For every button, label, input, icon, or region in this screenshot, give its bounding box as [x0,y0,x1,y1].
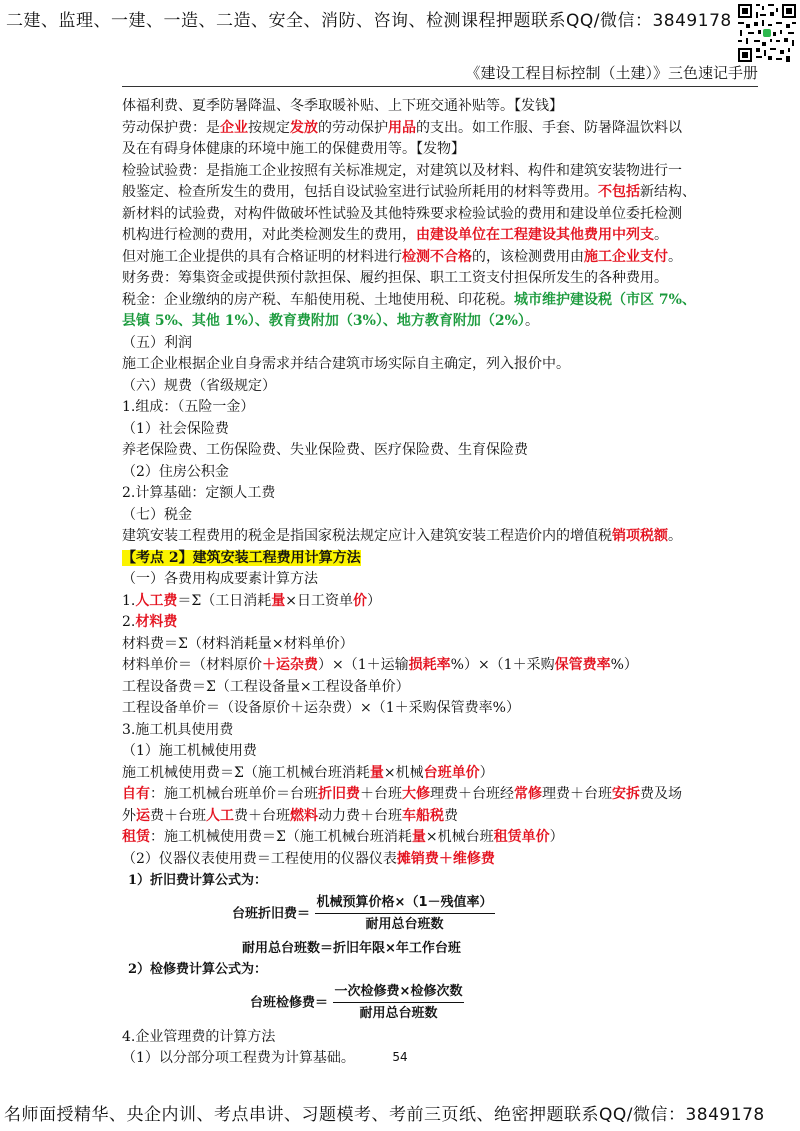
text-line: （2）住房公积金 [122,463,229,480]
bottom-banner: 名师面授精华、央企内训、考点串讲、习题模考、考前三页纸、绝密押题联系QQ/微信：3849178 [4,1105,765,1125]
text-line: 养老保险费、工伤保险费、失业保险费、医疗保险费、生育保险费 [122,442,528,458]
text-line: 4.企业管理费的计算方法 [122,1028,276,1045]
text-line: 1）折旧费计算公式为： [128,873,268,888]
formula-lhs: 台班折旧费＝ [232,905,311,921]
text-line: （一）各费用构成要素计算方法 [122,571,318,587]
text-line: 机构进行检测的费用，对此类检测发生的费用，由建设单位在工程建设其他费用中列支。 [122,227,668,243]
text-line: 租赁：施工机械使用费＝Σ（施工机械台班消耗量×机械台班租赁单价） [122,829,564,845]
formula-lhs: 台班检修费＝ [250,994,329,1010]
text-line: （六）规费（省级规定） [122,377,276,394]
text-line: 工程设备费＝Σ（工程设备量×工程设备单价） [122,678,410,695]
top-banner: 二建、监理、一建、一造、二造、安全、消防、咨询、检测课程押题联系QQ/微信：3849178 [6,11,732,31]
text-line: 但对施工企业提供的具有合格证明的材料进行检测不合格的，该检测费用由施工企业支付。 [122,248,682,265]
text-line: 财务费：筹集资金或提供预付款担保、履约担保、职工工资支付担保所发生的各种费用。 [122,270,668,286]
formula-fraction [315,892,495,936]
text-line: 及在有碍身体健康的环境中施工的保健费用等。【发物】 [122,141,465,157]
header-rule [122,86,758,87]
text-line: 般鉴定、检查所发生的费用，包括自设试验室进行试验所耗用的材料等费用。不包括新结构、 [122,184,696,200]
formula-numerator: 机械预算价格×（1－残值率） [315,892,495,915]
formula-line: 耐用总台班数＝折旧年限×年工作台班 [242,940,461,956]
text-line: 1.人工费＝Σ（工日消耗量×日工资单价） [122,592,381,609]
section-heading: 【考点 2】建筑安装工程费用计算方法 [122,549,361,566]
formula-denominator: 耐用总台班数 [359,1006,438,1021]
text-line: 2.计算基础：定额人工费 [122,485,276,501]
qr-code-icon [736,2,798,64]
formula-fraction [333,981,465,1025]
text-line: （1）施工机械使用费 [122,743,257,759]
page-number: 54 [392,1050,408,1064]
text-line: 3.施工机具使用费 [122,721,234,738]
text-line: 新材料的试验费，对构件做破坏性试验及其他特殊要求检验试验的费用和建设单位委托检测 [122,205,682,222]
text-line: 外运费＋台班人工费＋台班燃料动力费＋台班车船税费 [122,807,458,824]
text-line: （1）以分部分项工程费为计算基础。 [122,1050,355,1066]
text-line: 2）检修费计算公式为： [128,962,268,977]
text-line: 材料费＝Σ（材料消耗量×材料单价） [122,635,354,652]
depreciation-formula [122,892,762,938]
text-line: （1）社会保险费 [122,420,229,437]
text-line: 建筑安装工程费用的税金是指国家税法规定应计入建筑安装工程造价内的增值税销项税额。 [122,528,682,544]
text-line: （七）税金 [122,506,192,523]
text-line: 检验试验费：是指施工企业按照有关标准规定，对建筑以及材料、构件和建筑安装物进行一 [122,162,682,179]
document-title: 《建设工程目标控制（土建）》三色速记手册 [465,64,758,82]
text-line: 自有：施工机械台班单价＝台班折旧费＋台班大修理费＋台班经常修理费＋台班安拆费及场 [122,786,682,802]
text-line: 劳动保护费：是企业按规定发放的劳动保护用品的支出。如工作服、手套、防暑降温饮料以 [122,119,682,136]
text-line: 体福利费、夏季防暑降温、冬季取暖补贴、上下班交通补贴等。【发钱】 [122,98,563,114]
formula-numerator: 一次检修费×检修次数 [333,981,465,1004]
text-line: 工程设备单价＝（设备原价＋运杂费）×（1＋采购保管费率%） [122,700,520,716]
overhaul-formula [122,981,762,1027]
formula-denominator: 耐用总台班数 [365,917,444,932]
page-content [122,96,762,1070]
text-line: 材料单价＝（材料原价＋运杂费）×（1＋运输损耗率%）×（1＋采购保管费率%） [122,657,638,673]
text-line: （五）利润 [122,334,192,351]
text-line: 县镇 5%、其他 1%）、教育费附加（3%）、地方教育附加（2%）。 [122,313,539,329]
text-line: （2）仪器仪表使用费＝工程使用的仪器仪表摊销费＋维修费 [122,850,495,867]
text-line: 施工机械使用费＝Σ（施工机械台班消耗量×机械台班单价） [122,764,494,781]
text-line: 税金：企业缴纳的房产税、车船使用税、土地使用税、印花税。城市维护建设税（市区 7%、 [122,291,696,308]
text-line: 1.组成：（五险一金） [122,399,255,415]
text-line: 2.材料费 [122,614,178,630]
text-line: 施工企业根据企业自身需求并结合建筑市场实际自主确定，列入报价中。 [122,356,570,372]
